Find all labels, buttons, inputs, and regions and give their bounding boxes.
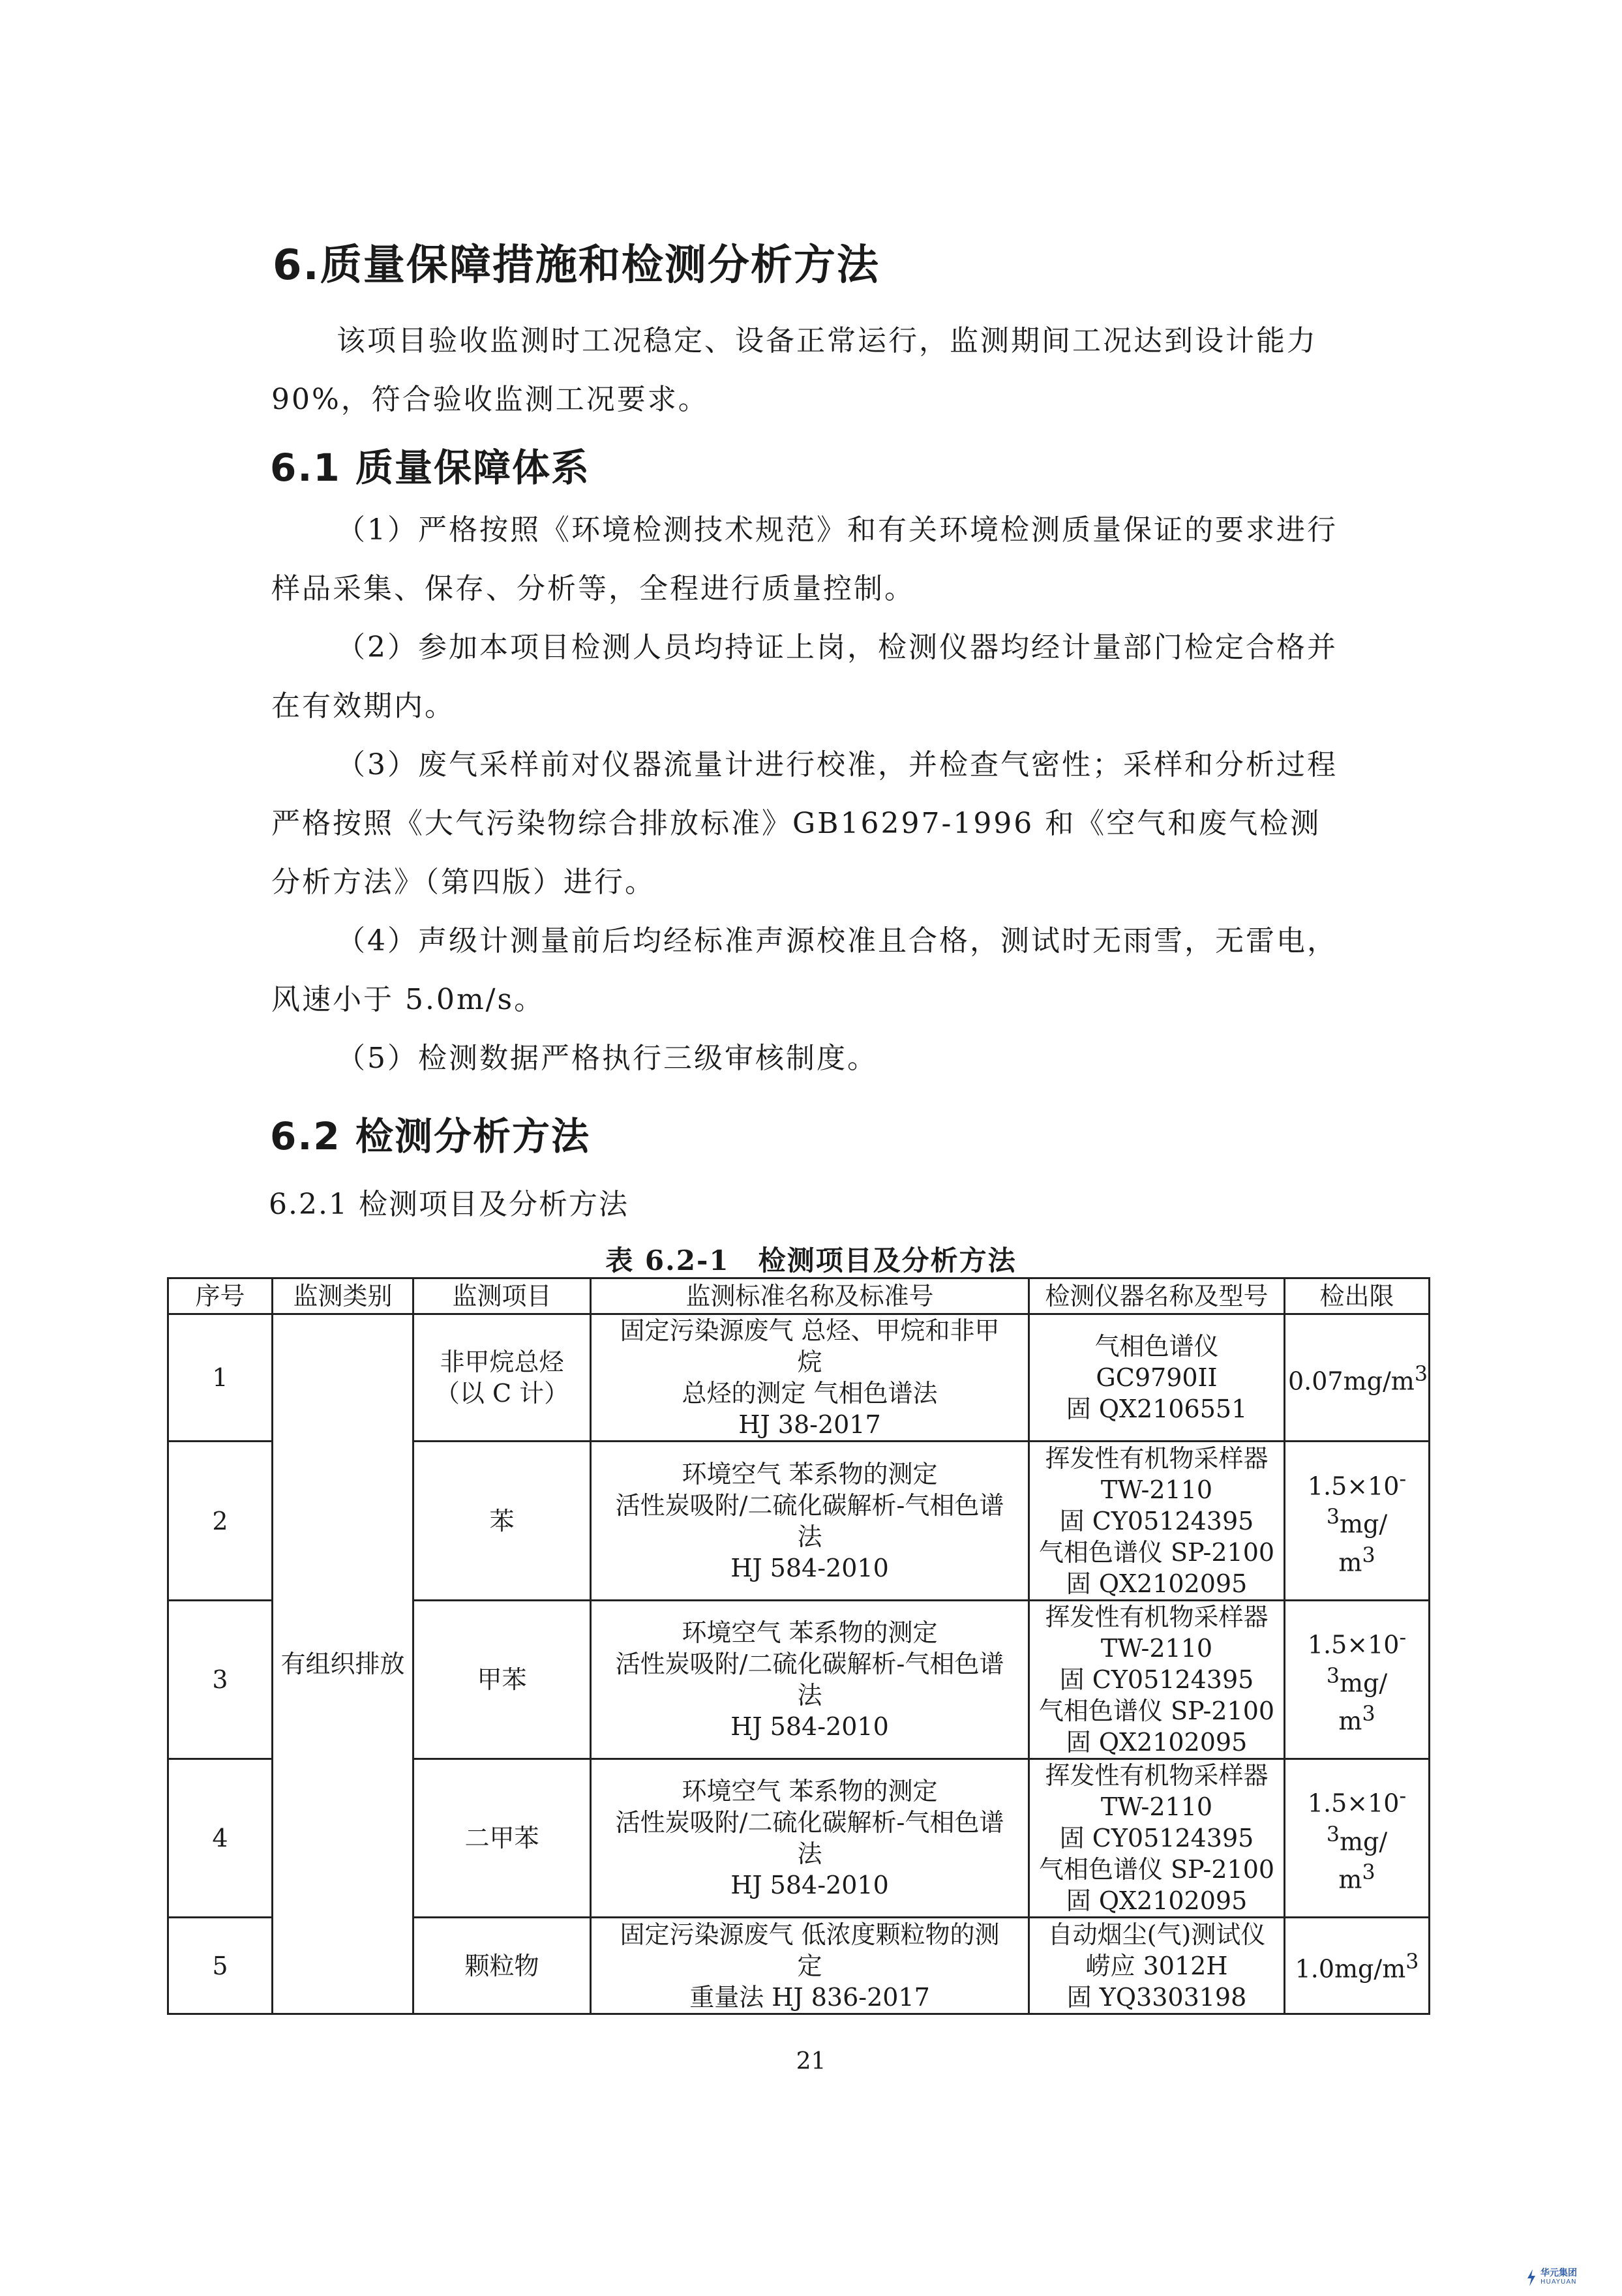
header-category: 监测类别 (273, 1278, 413, 1314)
cell-standard (591, 1442, 1029, 1601)
cell-limit (1285, 1918, 1430, 2014)
logo-mark-icon (1526, 2269, 1537, 2286)
instrument-line: 固 CY05124395 (1059, 1506, 1254, 1535)
standard-line: 环境空气 苯系物的测定 (682, 1777, 938, 1805)
qa-item-3: （3）废气采样前对仪器流量计进行校准，并检查气密性；采样和分析过程严格按照《大气污染物综合排放标准》GB16297-1996 和《空气和废气检测分析方法》（第四版）进行。 (271, 748, 1338, 899)
cell-instrument (1029, 1759, 1285, 1918)
instrument-line: 固 QX2106551 (1066, 1395, 1248, 1423)
limit-unit: m (1338, 1706, 1362, 1736)
limit-tail: mg/ (1339, 1669, 1388, 1698)
instrument-line: 气相色谱仪 SP-2100 (1038, 1697, 1275, 1725)
cell-limit (1285, 1759, 1430, 1918)
standard-line: 固定污染源废气 总烃、甲烷和非甲 (620, 1316, 1000, 1345)
standard-line: 法 (797, 1681, 822, 1710)
instrument-line: 固 QX2102095 (1066, 1728, 1248, 1757)
cell-limit (1285, 1442, 1430, 1601)
instrument-line: 固 CY05124395 (1059, 1665, 1254, 1694)
section-6-2-title: 6.2 检测分析方法 (270, 1114, 590, 1158)
cell-category: 有组织排放 (273, 1314, 413, 2014)
cell-no: 2 (168, 1442, 273, 1601)
header-instrument: 检测仪器名称及型号 (1029, 1278, 1285, 1314)
standard-line: 活性炭吸附/二硫化碳解析-气相色谱 (615, 1490, 1004, 1520)
standard-line: HJ 38-2017 (738, 1410, 881, 1439)
company-logo (1526, 2269, 1577, 2287)
logo-text-en: HUAYUAN (1540, 2278, 1577, 2286)
cell-standard (591, 1759, 1029, 1918)
instrument-line: 挥发性有机物采样器 (1045, 1761, 1269, 1790)
standard-line: 烷 (797, 1348, 822, 1376)
item-line: 甲苯 (477, 1665, 527, 1694)
limit-tail: mg/ (1339, 1509, 1388, 1539)
cell-instrument (1029, 1314, 1285, 1442)
standard-line: 活性炭吸附/二硫化碳解析-气相色谱 (615, 1808, 1004, 1837)
limit-base: 1.5×10 (1307, 1630, 1400, 1659)
qa-item-1: （1）严格按照《环境检测技术规范》和有关环境检测质量保证的要求进行样品采集、保存、分析等，全程进行质量控制。 (271, 513, 1338, 605)
item-line: （以 C 计） (434, 1379, 569, 1408)
limit-sup: -3 (1326, 1785, 1407, 1847)
limit-sup: 3 (1405, 1950, 1419, 1974)
standard-line: 法 (797, 1522, 822, 1551)
instrument-line: 崂应 3012H (1085, 1951, 1228, 1980)
limit-sup: -3 (1326, 1467, 1407, 1530)
table-header-row (168, 1278, 1430, 1314)
limit-sup: 3 (1362, 1861, 1375, 1885)
item-line: 非甲烷总烃 (440, 1348, 564, 1376)
qa-item-2: （2）参加本项目检测人员均持证上岗，检测仪器均经计量部门检定合格并在有效期内。 (271, 631, 1338, 723)
standard-line: 重量法 HJ 836-2017 (689, 1982, 930, 2012)
intro-paragraph: 该项目验收监测时工况稳定、设备正常运行，监测期间工况达到设计能力90%，符合验收监测工况要求。 (271, 324, 1317, 416)
qa-item-4: （4）声级计测量前后均经标准声源校准且合格，测试时无雨雪，无雷电，风速小于 5.0m/s。 (271, 924, 1338, 1016)
limit-unit: m (1338, 1865, 1362, 1894)
instrument-line: 固 YQ3303198 (1066, 1982, 1247, 2012)
table-row (168, 1314, 1430, 1442)
cell-no: 4 (168, 1759, 273, 1918)
cell-item (413, 1442, 591, 1601)
cell-instrument (1029, 1442, 1285, 1601)
section-6-1-title: 6.1 质量保障体系 (270, 446, 590, 490)
standard-line: 总烃的测定 气相色谱法 (682, 1379, 938, 1408)
cell-item (413, 1918, 591, 2014)
standard-line: 环境空气 苯系物的测定 (682, 1618, 938, 1647)
cell-limit (1285, 1314, 1430, 1442)
instrument-line: 挥发性有机物采样器 (1045, 1443, 1269, 1473)
instrument-line: TW-2110 (1100, 1792, 1213, 1821)
instrument-line: 气相色谱仪 SP-2100 (1038, 1855, 1275, 1884)
cell-instrument (1029, 1918, 1285, 2014)
instrument-line: 固 QX2102095 (1066, 1886, 1248, 1915)
header-no: 序号 (168, 1278, 273, 1314)
standard-line: 法 (797, 1839, 822, 1868)
cell-no: 1 (168, 1314, 273, 1442)
cell-item (413, 1314, 591, 1442)
limit-sup: 3 (1414, 1362, 1428, 1386)
header-standard: 监测标准名称及标准号 (591, 1278, 1029, 1314)
instrument-line: 挥发性有机物采样器 (1045, 1603, 1269, 1631)
cell-standard (591, 1601, 1029, 1759)
limit-sup: -3 (1326, 1626, 1407, 1688)
standard-line: HJ 584-2010 (730, 1712, 889, 1741)
limit-base: 0.07mg/m (1288, 1367, 1415, 1396)
subsection-6-2-1-title: 6.2.1 检测项目及分析方法 (269, 1188, 629, 1221)
item-line: 颗粒物 (464, 1951, 539, 1980)
page-number: 21 (796, 2048, 826, 2075)
table-caption: 表 6.2-1 检测项目及分析方法 (605, 1245, 1017, 1276)
instrument-line: 气相色谱仪 SP-2100 (1038, 1537, 1275, 1567)
cell-standard (591, 1314, 1029, 1442)
standard-line: HJ 584-2010 (730, 1553, 889, 1582)
limit-base: 1.5×10 (1307, 1472, 1400, 1501)
standard-line: 固定污染源废气 低浓度颗粒物的测 (620, 1920, 1000, 1949)
standard-line: 定 (797, 1951, 822, 1980)
header-limit: 检出限 (1285, 1278, 1430, 1314)
cell-item (413, 1601, 591, 1759)
cell-limit (1285, 1601, 1430, 1759)
instrument-line: TW-2110 (1100, 1634, 1213, 1663)
limit-tail: mg/ (1339, 1827, 1388, 1856)
limit-sup: 3 (1362, 1702, 1375, 1727)
qa-item-5: （5）检测数据严格执行三级审核制度。 (337, 1042, 878, 1075)
standard-line: 活性炭吸附/二硫化碳解析-气相色谱 (615, 1650, 1004, 1678)
instrument-line: 固 QX2102095 (1066, 1569, 1248, 1598)
item-line: 苯 (489, 1506, 515, 1535)
instrument-line: TW-2110 (1100, 1475, 1213, 1504)
cell-no: 3 (168, 1601, 273, 1759)
standard-line: HJ 584-2010 (730, 1871, 889, 1899)
instrument-line: 气相色谱仪 GC9790II (1094, 1332, 1219, 1392)
cell-no: 5 (168, 1918, 273, 2014)
page-heading: 6.质量保障措施和检测分析方法 (273, 241, 880, 290)
limit-sup: 3 (1362, 1543, 1375, 1567)
limit-base: 1.5×10 (1307, 1789, 1400, 1818)
instrument-line: 自动烟尘(气)测试仪 (1047, 1920, 1266, 1949)
cell-standard (591, 1918, 1029, 2014)
header-item: 监测项目 (413, 1278, 591, 1314)
standard-line: 环境空气 苯系物的测定 (682, 1459, 938, 1488)
methods-table (167, 1277, 1430, 2015)
instrument-line: 固 CY05124395 (1059, 1824, 1254, 1852)
logo-text-cn: 华元集团 (1540, 2268, 1577, 2278)
limit-unit: m (1338, 1548, 1362, 1577)
item-line: 二甲苯 (464, 1824, 539, 1852)
limit-base: 1.0mg/m (1295, 1954, 1406, 1984)
cell-instrument (1029, 1601, 1285, 1759)
cell-item (413, 1759, 591, 1918)
